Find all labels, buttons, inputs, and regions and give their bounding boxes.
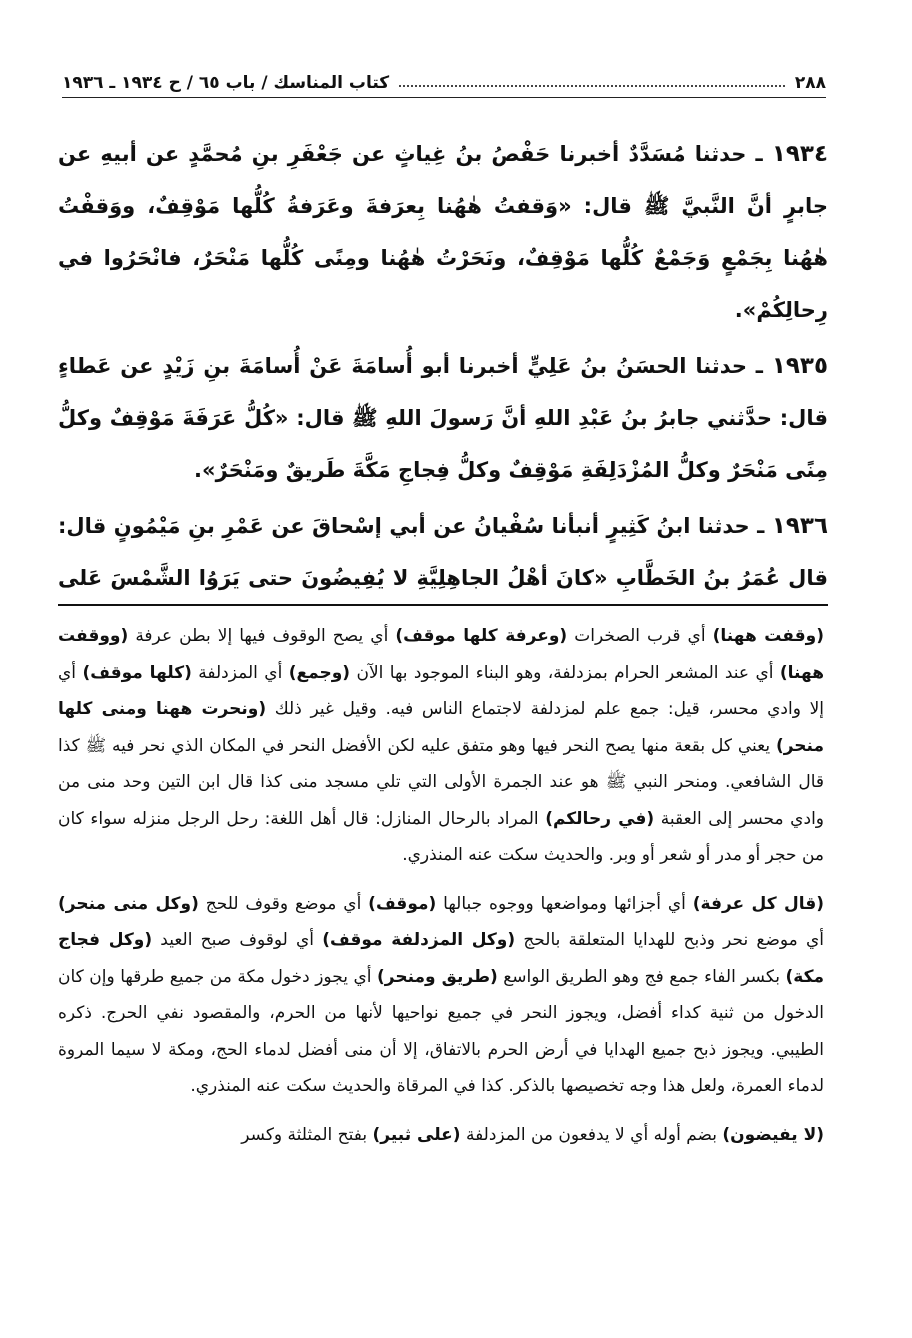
hadith-number: ١٩٣٥ — [771, 353, 828, 379]
commentary-term: (ونحرت ههنا ومنى كلها منحر) — [58, 699, 824, 756]
commentary-term: (وكل منى منحر) — [58, 893, 199, 914]
commentary-term: (وكل فجاج مكة) — [58, 930, 824, 987]
commentary-text: بفتح المثلثة وكسر — [241, 1124, 373, 1145]
hadith-1936 — [58, 500, 828, 598]
hadith-body: ـ حدثنا ابنُ كَثِيرٍ أنبأنا سُفْيانُ عن أبي إسْحاقَ عن عَمْرِ بنِ مَيْمُونٍ قال: قال عُمَرُ بنُ الخَطَّابِ «كانَ أهْلُ الجاهِلِيَّةِ لا يُفِيضُونَ حتى يَرَوُا الشَّمْسَ عَلى — [58, 514, 828, 590]
hadith-number: ١٩٣٦ — [771, 513, 828, 539]
commentary-term: (وقفت ههنا) — [712, 626, 824, 646]
hadith-1934 — [58, 128, 828, 336]
commentary-text: أي لوقوف صبح العيد — [152, 930, 323, 950]
hadith-text-section — [58, 128, 828, 598]
commentary-term: (على ثبير) — [372, 1124, 461, 1145]
commentary-text: بضم أوله أي لا يدفعون من المزدلفة — [460, 1124, 723, 1145]
commentary-paragraph — [58, 886, 824, 1105]
commentary-term: (وجمع) — [288, 662, 351, 683]
commentary-paragraph — [58, 1117, 824, 1154]
commentary-term: (قال كل عرفة) — [692, 893, 824, 914]
header-dotted-leader — [399, 85, 785, 87]
commentary-term: (لا يفيضون) — [722, 1124, 824, 1145]
running-header — [62, 64, 826, 98]
commentary-paragraph — [58, 618, 824, 874]
commentary-text: أي يجوز دخول مكة من جميع طرقها وإن كان الدخول من ثنية كداء أفضل، ويجوز النحر في جميع نواحيها لأنها من الحرم، والمقصود نفي الحرج. ذكره الطيبي. ويجوز ذبح جميع الهدايا في أرض الحرم بالاتفاق، إلا أن منى أفضل لدماء الحج، ومكة لا سيما المروة لدماء العمرة، ولعل هذا وجه تخصيصها بالذكر. كذا في المرقاة والحديث سكت عنه المنذري. — [58, 966, 824, 1096]
commentary-term: (ووقفت ههنا) — [58, 626, 824, 683]
commentary-section — [58, 618, 824, 1328]
page-number: ٢٨٨ — [794, 73, 826, 93]
hadith-body: ـ حدثنا الحسَنُ بنُ عَلِيٍّ أخبرنا أبو أُسامَةَ عَنْ أُسامَةَ بنِ زَيْدٍ عن عَطاءٍ قال: حدَّثني جابرُ بنُ عَبْدِ اللهِ أنَّ رَسولَ اللهِ ﷺ قال: «كُلُّ عَرَفَةَ مَوْقِفٌ وكلُّ مِنًى مَنْحَرٌ وكلُّ المُزْدَلِفَةِ مَوْقِفٌ وكلُّ فِجاجِ مَكَّةَ طَريقٌ ومَنْحَرٌ». — [58, 354, 828, 482]
commentary-text: أي موضع نحر وذبح للهدايا المتعلقة بالحج — [515, 930, 824, 950]
commentary-term: (كلها موقف) — [82, 662, 192, 683]
commentary-text: أي أجزائها ومواضعها ووجوه جبالها — [436, 893, 693, 914]
commentary-term: (وكل المزدلفة موقف) — [322, 930, 516, 950]
commentary-text: أي يصح الوقوف فيها إلا بطن عرفة — [128, 626, 396, 646]
hadith-1935 — [58, 340, 828, 496]
hadith-body: ـ حدثنا مُسَدَّدٌ أخبرنا حَفْصُ بنُ غِياثٍ عن جَعْفَرِ بنِ مُحمَّدٍ عن أبيهِ عن جابرٍ أنَّ النَّبيَّ ﷺ قال: «وَقفتُ هٰهُنا بِعرَفةَ وعَرَفةُ كُلُّها مَوْقِفٌ، ووَقفْتُ هٰهُنا بِجَمْعٍ وَجَمْعٌ كُلُّها مَوْقِفٌ، ونَحَرْتُ هٰهُنا ومِنًى كُلُّها مَنْحَرٌ، فانْحَرُوا في رِحالِكُمْ». — [58, 142, 828, 322]
commentary-text: بكسر الفاء جمع فج وهو الطريق الواسع — [497, 966, 786, 987]
chapter-reference: كتاب المناسك / باب ٦٥ / ح ١٩٣٤ ـ ١٩٣٦ — [62, 73, 390, 93]
commentary-term: (في رحالكم) — [545, 808, 655, 829]
commentary-term: (موقف) — [368, 893, 437, 914]
commentary-text: أي قرب الصخرات — [567, 626, 713, 646]
commentary-term: (وعرفة كلها موقف) — [395, 626, 568, 646]
commentary-text: المراد بالرحال المنازل: قال أهل اللغة: رحل الرجل منزله سواء كان من حجر أو مدر أو شعر أو وبر. والحديث سكت عنه المنذري. — [58, 808, 824, 865]
commentary-text: أي عند المشعر الحرام بمزدلفة، وهو البناء الموجود بها الآن — [350, 662, 780, 683]
section-divider — [58, 604, 828, 606]
commentary-term: (طريق ومنحر) — [377, 966, 498, 987]
hadith-number: ١٩٣٤ — [771, 141, 828, 167]
commentary-text: أي إلا وادي محسر، قيل: جمع علم لمزدلفة لاجتماع الناس فيه. وقيل غير ذلك — [58, 662, 824, 719]
commentary-text: يعني كل بقعة منها يصح النحر فيها وهو متفق عليه لكن الأفضل النحر في المكان الذي نحر فيه ﷺ كذا قال الشافعي. ومنحر النبي ﷺ هو عند الجمرة الأولى التي تلي مسجد منى كذا قال ابن التين وحد منى من وادي محسر إلى العقبة — [58, 735, 824, 829]
commentary-text: أي المزدلفة — [191, 662, 289, 683]
commentary-text: أي موضع وقوف للحج — [198, 893, 369, 914]
